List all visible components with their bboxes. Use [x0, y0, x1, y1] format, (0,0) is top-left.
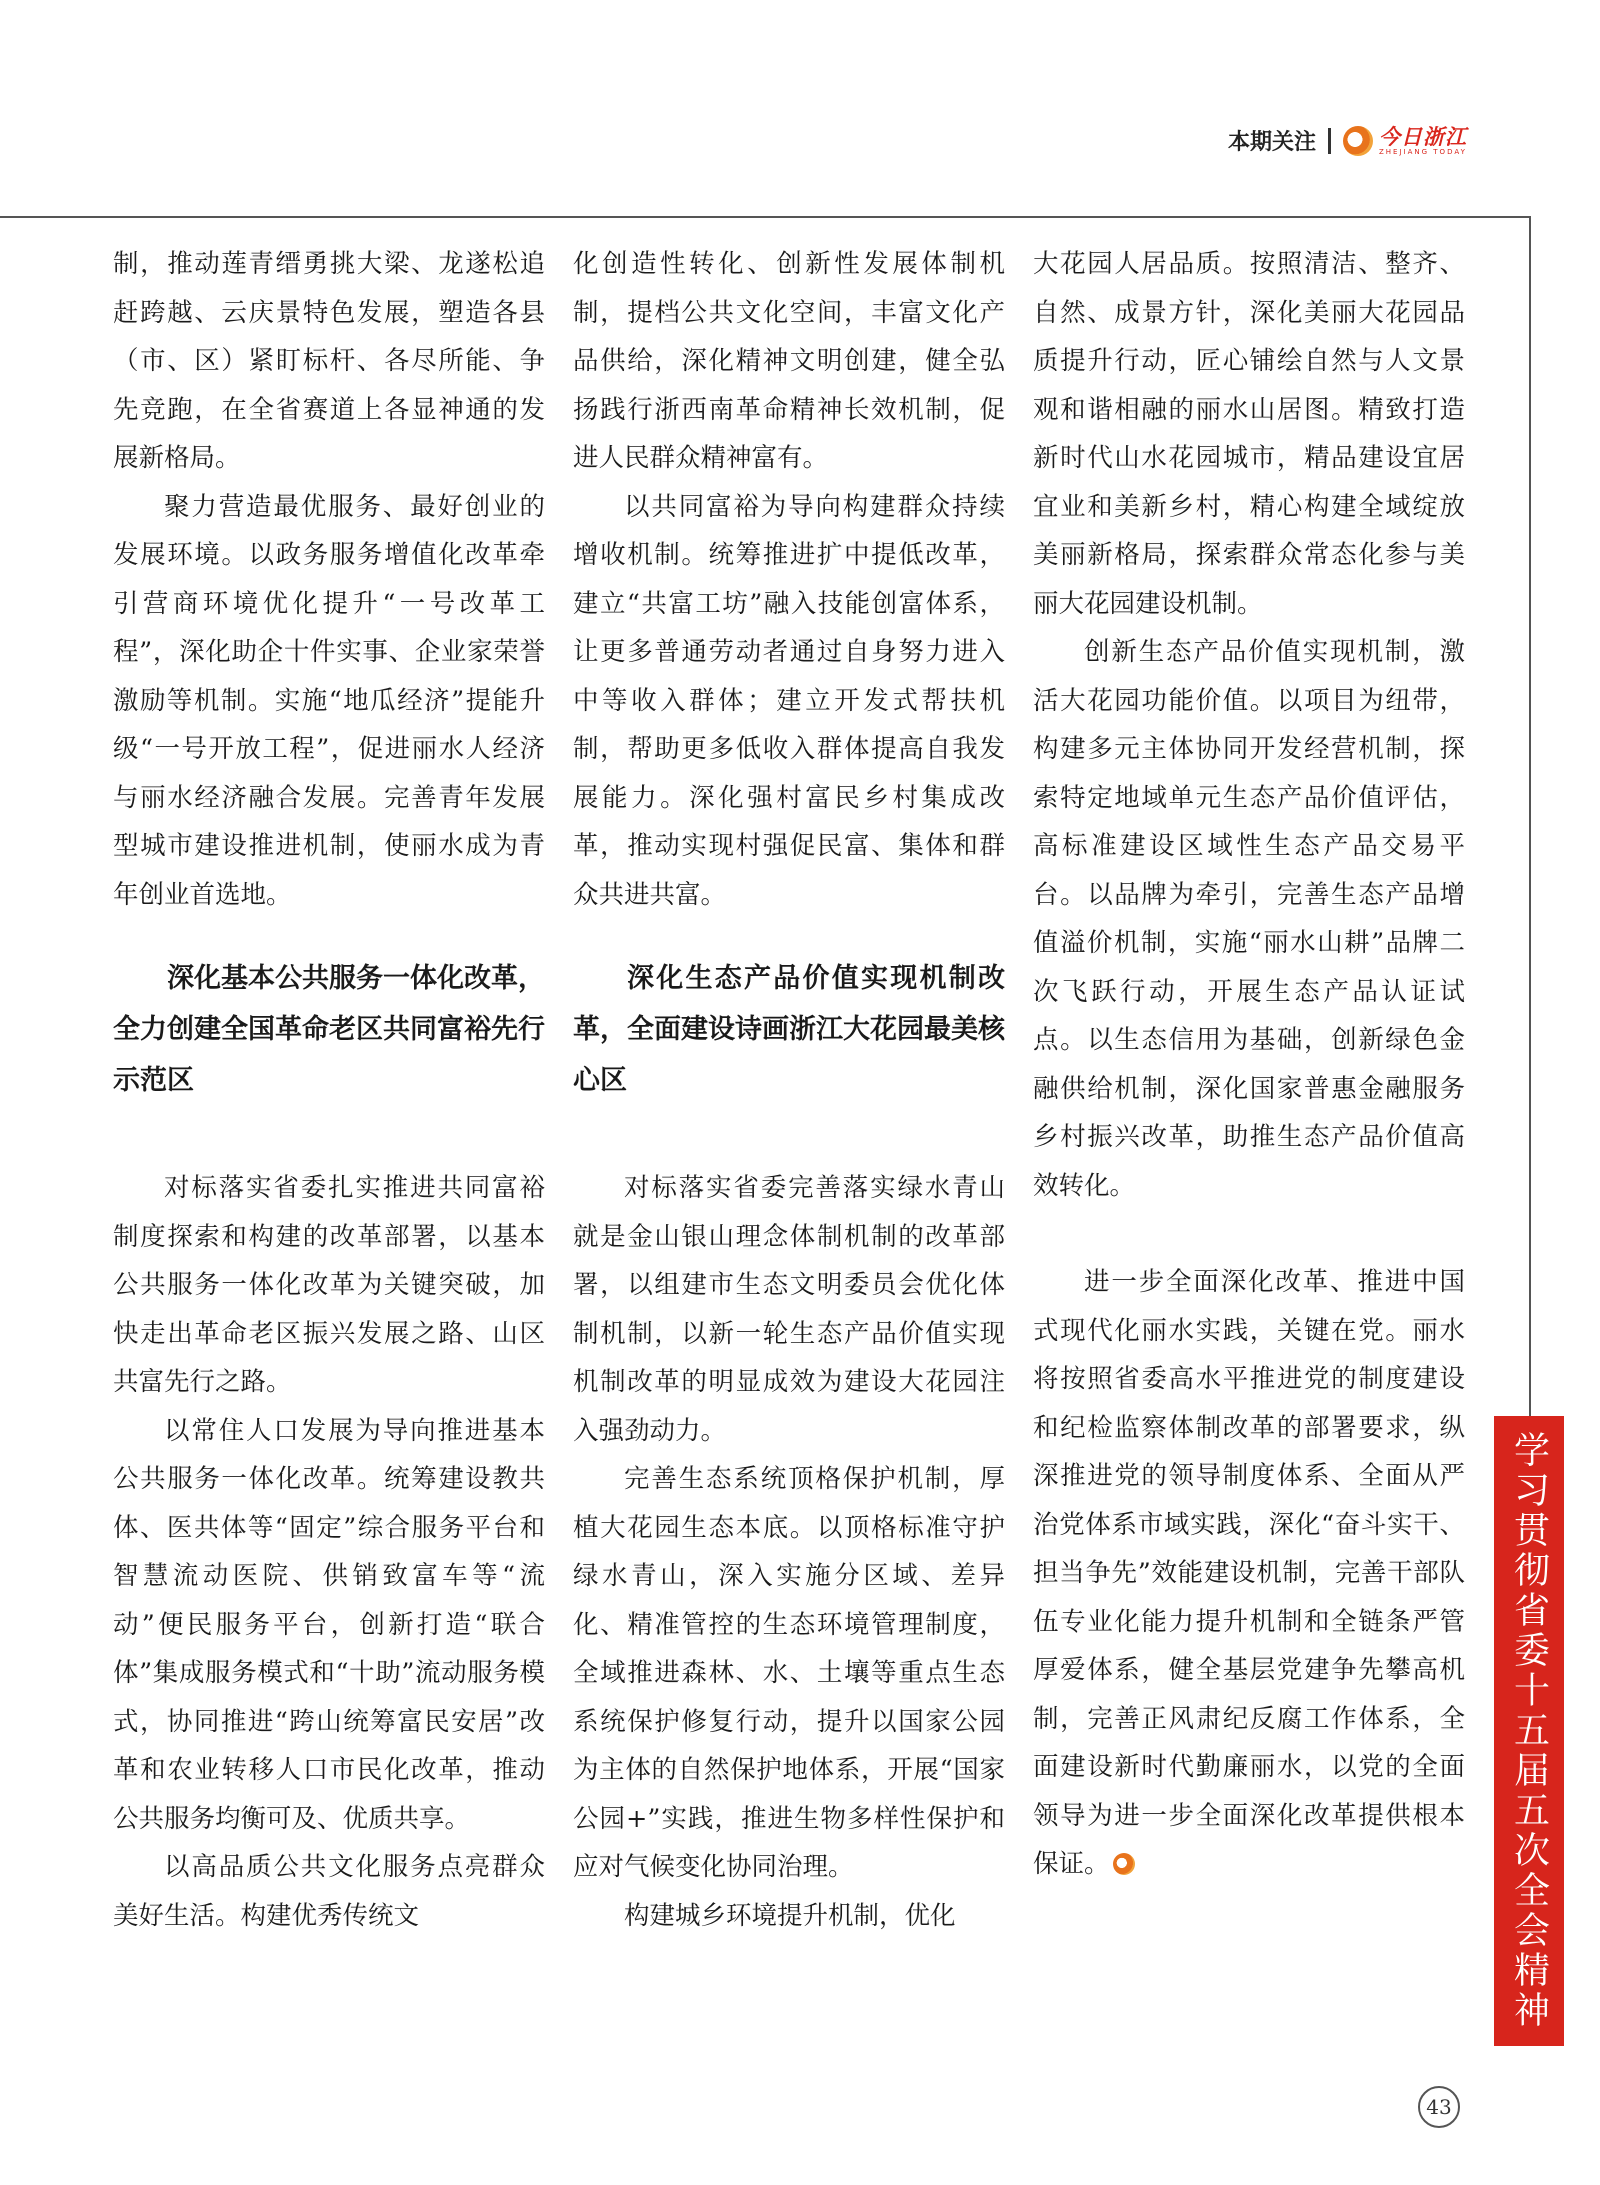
text-column-1 — [113, 240, 545, 1940]
side-banner-text: 学习贯彻省委十五届五次全会精神 — [1508, 1431, 1550, 2031]
paragraph: 对标落实省委扎实推进共同富裕制度探索和构建的改革部署，以基本公共服务一体化改革为关键突破，加快走出革命老区振兴发展之路、山区共富先行之路。 — [113, 1173, 545, 1397]
logo-text: 今日浙江 — [1379, 123, 1467, 149]
paragraph: 对标落实省委完善落实绿水青山就是金山银山理念体制机制的改革部署，以组建市生态文明委员会优化体制机制，以新一轮生态产品价值实现机制改革的明显成效为建设大花园注入强劲动力。 — [573, 1173, 1005, 1446]
publication-logo — [1343, 123, 1467, 156]
paragraph: 创新生态产品价值实现机制，激活大花园功能价值。以项目为纽带，构建多元主体协同开发经营机制，探索特定地域单元生态产品价值评估，高标准建设区域性生态产品交易平台。以品牌为牵引，完善生态产品增值溢价机制，实施“丽水山耕”品牌二次飞跃行动，开展生态产品认证试点。以生态信用为基础，创新绿色金融供给机制，深化国家普惠金融服务乡村振兴改革，助推生态产品价值高效转化。 — [1033, 637, 1465, 1201]
paragraph: 大花园人居品质。按照清洁、整齐、自然、成景方针，深化美丽大花园品质提升行动，匠心铺绘自然与人文景观和谐相融的丽水山居图。精致打造新时代山水花园城市，精品建设宜居宜业和美新乡村，精心构建全域绽放美丽新格局，探索群众常态化参与美丽大花园建设机制。 — [1033, 249, 1465, 619]
top-rule — [0, 216, 1531, 218]
paragraph: 以常住人口发展为导向推进基本公共服务一体化改革。统筹建设教共体、医共体等“固定”综合服务平台和智慧流动医院、供销致富车等“流动”便民服务平台，创新打造“联合体”集成服务模式和“十助”流动服务模式，协同推进“跨山统筹富民安居”改革和农业转移人口市民化改革，推动公共服务均衡可及、优质共享。 — [113, 1415, 545, 1834]
logo-wordmark — [1379, 123, 1467, 156]
paragraph: 以共同富裕为导向构建群众持续增收机制。统筹推进扩中提低改革，建立“共富工坊”融入技能创富体系，让更多普通劳动者通过自身努力进入中等收入群体；建立开发式帮扶机制，帮助更多低收入群体提高自我发展能力。深化强村富民乡村集成改革，推动实现村强促民富、集体和群众共进共富。 — [573, 491, 1005, 910]
section-label: 本期关注 — [1227, 130, 1316, 155]
side-banner — [1494, 1416, 1564, 2046]
paragraph: 构建城乡环境提升机制，优化 — [624, 1900, 956, 1931]
paragraph-spacer — [1033, 1210, 1465, 1258]
text-column-2 — [573, 240, 1005, 1940]
paragraph: 聚力营造最优服务、最好创业的发展环境。以政务服务增值化改革牵引营商环境优化提升“一号改革工程”，深化助企十件实事、企业家荣誉激励等机制。实施“地瓜经济”提能升级“一号开放工程”，促进丽水人经济与丽水经济融合发展。完善青年发展型城市建设推进机制，使丽水成为青年创业首选地。 — [113, 491, 545, 910]
section-heading: 深化生态产品价值实现机制改革，全面建设诗画浙江大花园最美核心区 — [573, 963, 1005, 1096]
section-heading: 深化基本公共服务一体化改革，全力创建全国革命老区共同富裕先行示范区 — [113, 963, 545, 1096]
paragraph: 完善生态系统顶格保护机制，厚植大花园生态本底。以顶格标准守护绿水青山，深入实施分区域、差异化、精准管控的生态环境管理制度，全域推进森林、水、土壤等重点生态系统保护修复行动，提升以国家公园为主体的自然保护地体系，开展“国家公园+”实践，推进生物多样性保护和应对气候变化协同治理。 — [573, 1464, 1005, 1882]
paragraph: 以高品质公共文化服务点亮群众美好生活。构建优秀传统文 — [113, 1852, 545, 1931]
paragraph: 制，推动莲青缙勇挑大梁、龙遂松追赶跨越、云庆景特色发展，塑造各县（市、区）紧盯标杆、各尽所能、争先竞跑，在全省赛道上各显神通的发展新格局。 — [113, 249, 545, 473]
right-rule — [1529, 216, 1531, 1417]
header-divider — [1328, 128, 1331, 154]
paragraph: 化创造性转化、创新性发展体制机制，提档公共文化空间，丰富文化产品供给，深化精神文明创建，健全弘扬践行浙西南革命精神长效机制，促进人民群众精神富有。 — [573, 249, 1005, 473]
page-number: 43 — [1418, 2086, 1460, 2128]
logo-subtext: ZHEJIANG TODAY — [1379, 147, 1467, 156]
logo-icon — [1343, 126, 1373, 156]
closing-paragraph — [1033, 1258, 1465, 1889]
text-column-3 — [1033, 240, 1465, 1889]
end-mark-icon — [1113, 1853, 1135, 1875]
page-header — [1228, 125, 1467, 156]
closing-text: 进一步全面深化改革、推进中国式现代化丽水实践，关键在党。丽水将按照省委高水平推进党的制度建设和纪检监察体制改革的部署要求，纵深推进党的领导制度体系、全面从严治党体系市域实践，深化“奋斗实干、担当争先”效能建设机制，完善干部队伍专业化能力提升机制和全链条严管厚爱体系，健全基层党建争先攀高机制，完善正风肃纪反腐工作体系，全面建设新时代勤廉丽水，以党的全面领导为进一步全面深化改革提供根本保证。 — [1033, 1267, 1465, 1879]
